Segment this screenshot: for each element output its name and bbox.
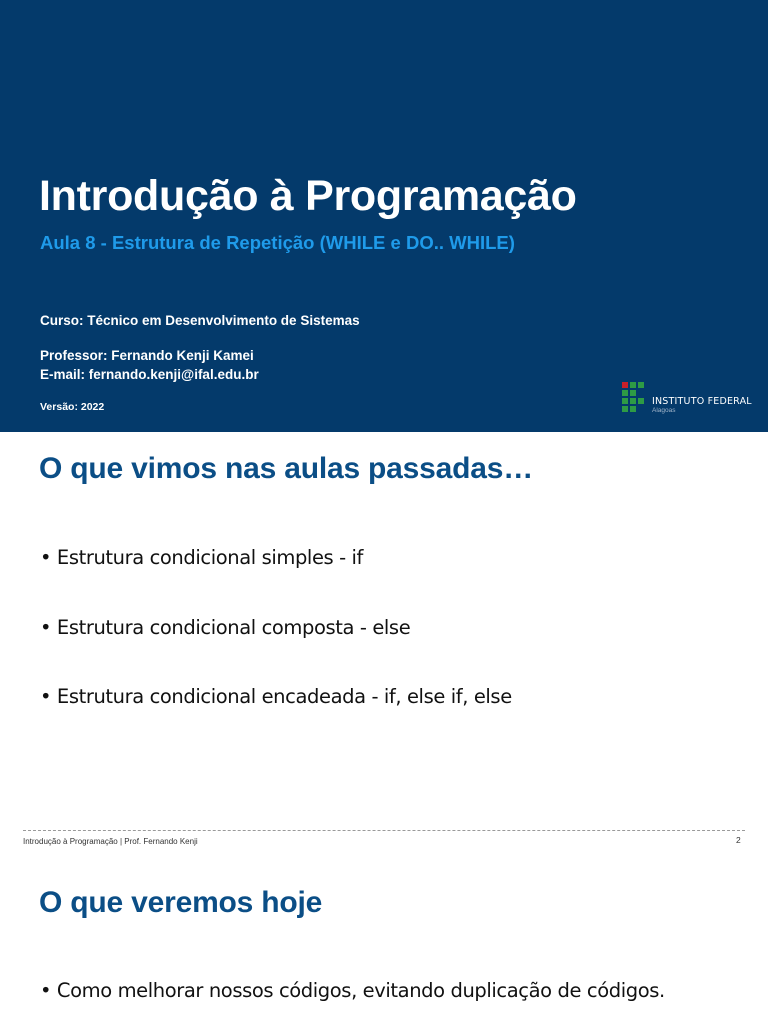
version-info: Versão: 2022 [40, 401, 105, 413]
slide-title-today: O que veremos hoje [39, 886, 323, 919]
bullet-item: • Estrutura condicional simples - if [40, 546, 364, 569]
bullet-item: • Estrutura condicional composta - else [40, 616, 411, 639]
lesson-subtitle: Aula 8 - Estrutura de Repetição (WHILE e DO.. WHILE) [40, 232, 515, 253]
title-slide [0, 0, 768, 432]
email-info: E-mail: fernando.kenji@ifal.edu.br [40, 367, 259, 382]
instituto-federal-logo [622, 382, 752, 416]
professor-info: Professor: Fernando Kenji Kamei [40, 348, 254, 363]
instituto-federal-logo-icon [622, 382, 646, 414]
bullet-item: • Como melhorar nossos códigos, evitando duplicação de códigos. [40, 979, 665, 1002]
presentation-title: Introdução à Programação [39, 172, 577, 220]
logo-campus: Alagoas [652, 407, 676, 414]
bullet-item: • Estrutura condicional encadeada - if, else if, else [40, 685, 512, 708]
footer-text: Introdução à Programação | Prof. Fernando Kenji [23, 837, 198, 846]
page-number: 2 [736, 835, 741, 845]
logo-name: INSTITUTO FEDERAL [652, 396, 752, 407]
course-info: Curso: Técnico em Desenvolvimento de Sistemas [40, 313, 360, 328]
footer-divider [23, 830, 745, 831]
slide-title-previous-lessons: O que vimos nas aulas passadas… [39, 452, 534, 485]
